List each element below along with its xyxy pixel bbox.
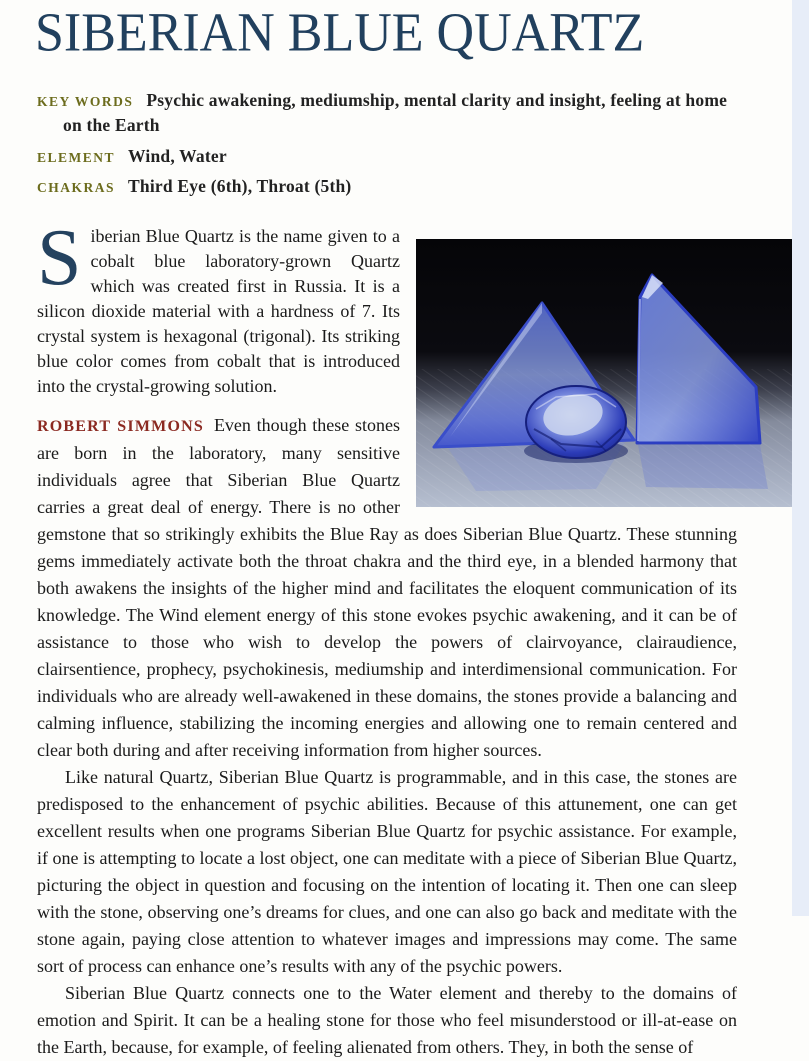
author-paragraph-text: Even though these stones are born in the laboratory, many sensitive individuals agree that Siberian Blue Quartz carries a great deal of energy. There is no other gemstone that so strikingly exhibits the Blue Ray as does Siberian Blue Quartz. These stunning gems immediately activate both the throat chakra and the third eye, in a blended harmony that both awakens the insights of the higher mind and facilitates the eloquent communication of its knowledge. The Wind element energy of this stone evokes psychic awakening, and it can be of assistance to those who wish to develop the powers of clairvoyance, clairaudience, clairsentience, prophecy, psychokinesis, mediumship and interdimensional communication. For individuals who are already well-awakened in these domains, the stones provide a balancing and calming influence, stabilizing the incoming energies and allowing one to remain centered and clear both during and after receiving information from higher sources. [37, 414, 737, 760]
paragraph-programmability: Like natural Quartz, Siberian Blue Quartz is programmable, and in this case, the stones are predisposed to the enhancement of psychic abilities. Because of this attunement, one can get excellent results when one programs Siberian Blue Quartz for psychic assistance. For example, if one is attempting to locate a lost object, one can meditate with a piece of Siberian Blue Quartz, picturing the object in question and focusing on the intention of locating it. Then one can sleep with the stone, observing one’s dreams for clues, and one can also go back and meditate with the stone again, paying close attention to whatever images and impressions may come. The same sort of process can enhance one’s results with any of the psychic powers. [37, 766, 737, 976]
property-value-chakras: Third Eye (6th), Throat (5th) [128, 176, 352, 197]
page-content [35, 2, 737, 1061]
drop-cap: S [37, 213, 82, 302]
property-row-element [37, 144, 737, 169]
page-title: SIBERIAN BLUE QUARTZ [35, 2, 645, 64]
page-edge-strip [792, 0, 809, 916]
property-label-keywords: KEY WORDS [37, 94, 134, 109]
property-row-keywords [37, 88, 737, 139]
property-value-keywords: Psychic awakening, mediumship, mental clarity and insight, feeling at home on the Earth [63, 90, 728, 136]
intro-text: iberian Blue Quartz is the name given to a cobalt blue laboratory-grown Quartz which was created first in Russia. It is a silicon dioxide material with a hardness of 7. Its crystal system is hexagonal (trigonal). Its striking blue color comes from cobalt that is introduced into the crystal-growing solution. [37, 225, 400, 396]
property-value-element: Wind, Water [128, 145, 227, 166]
property-label-element: ELEMENT [37, 149, 116, 165]
property-label-chakras: CHAKRAS [37, 180, 116, 196]
property-row-chakras [37, 174, 737, 199]
quartz-photo-graphic [416, 239, 792, 507]
paragraph-water-element: Siberian Blue Quartz connects one to the Water element and thereby to the domains of emotion and Spirit. It can be a healing stone for those who feel misunderstood or ill-at-ease on the Earth, because, for example, of feeling alienated from others. They, in both the sense of [37, 982, 737, 1057]
article-body [37, 213, 737, 1061]
quartz-photo [416, 239, 792, 507]
author-name: ROBERT SIMMONS [37, 417, 204, 435]
property-list [37, 88, 737, 200]
